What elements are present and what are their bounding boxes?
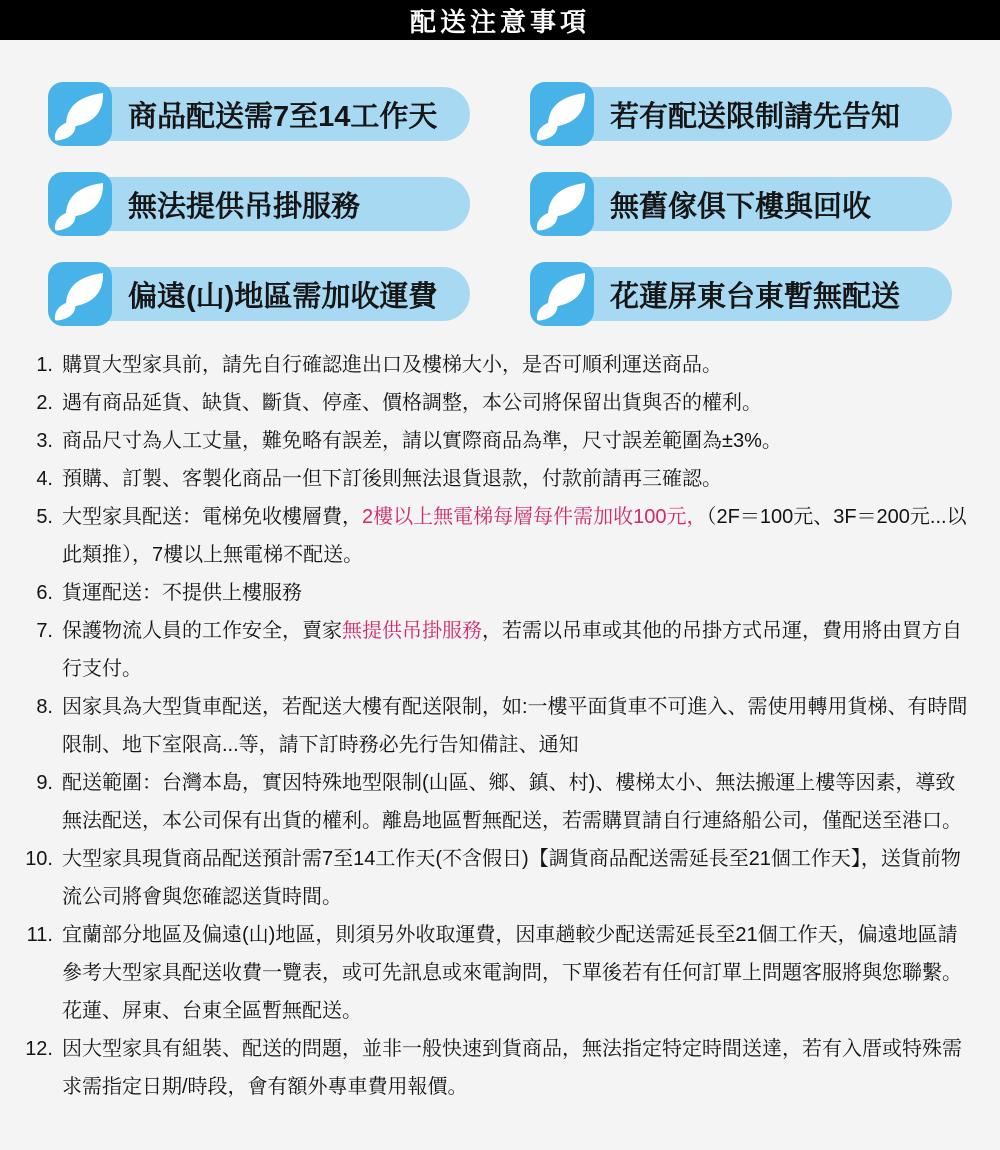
note-item: [22, 574, 975, 612]
note-text-segment: 遇有商品延貨、缺貨、斷貨、停產、價格調整，本公司將保留出貨與否的權利。: [62, 392, 762, 414]
note-text-highlight: 2樓以上無電梯每層每件需加收100元，: [362, 506, 707, 528]
note-text: [62, 460, 975, 498]
leaf-icon: [530, 82, 594, 146]
note-item: [22, 612, 975, 688]
note-item: [22, 460, 975, 498]
note-text: [62, 422, 975, 460]
note-number: 1.: [36, 354, 53, 376]
badge-label: 若有配送限制請先告知: [546, 87, 952, 141]
note-item: [22, 422, 975, 460]
note-text-segment: 因大型家具有組裝、配送的問題，並非一般快速到貨商品，無法指定特定時間送達，若有入厝或特殊需求需指定日期/時段，會有額外專車費用報價。: [62, 1038, 962, 1098]
note-text: [62, 840, 975, 916]
note-number: 3.: [36, 430, 53, 452]
note-text: [62, 346, 975, 384]
leaf-icon: [48, 82, 112, 146]
page-title: 配送注意事項: [409, 6, 590, 37]
badge-label: 無舊傢俱下樓與回收: [546, 177, 952, 231]
note-item: [22, 498, 975, 574]
note-text-segment: 配送範圍：台灣本島，實因特殊地型限制(山區、鄉、鎮、村)、樓梯太小、無法搬運上樓等因素，導致無法配送，本公司保有出貨的權利。離島地區暫無配送，若需購買請自行連絡船公司，僅配送至港口。: [62, 772, 962, 832]
note-item: [22, 384, 975, 422]
note-number: 2.: [36, 392, 53, 414]
note-text-segment: 宜蘭部分地區及偏遠(山)地區，則須另外收取運費，因車趟較少配送需延長至21個工作天，偏遠地區請參考大型家具配送收費一覽表，或可先訊息或來電詢問，下單後若有任何訂單上問題客服將與您聯繫。花蓮、屏東、台東全區暫無配送。: [62, 924, 962, 1022]
note-text-segment: ，若需以吊車或其他的吊掛方式吊運，費用將由買方自行支付。: [62, 620, 962, 680]
badge: [530, 82, 952, 146]
note-number: 10.: [25, 848, 53, 870]
badge-label: 無法提供吊掛服務: [64, 177, 470, 231]
note-text: [62, 498, 975, 574]
badge: [48, 172, 470, 236]
note-item: [22, 688, 975, 764]
badge-label: 花蓮屏東台東暫無配送: [546, 267, 952, 321]
note-text-segment: 因家具為大型貨車配送，若配送大樓有配送限制，如:一樓平面貨車不可進入、需使用轉用貨梯、有時間限制、地下室限高...等，請下訂時務必先行告知備註、通知: [62, 696, 968, 756]
note-number: 7.: [36, 620, 53, 642]
note-item: [22, 840, 975, 916]
badge: [48, 262, 470, 326]
leaf-icon: [48, 262, 112, 326]
note-number: 11.: [26, 924, 53, 946]
note-text: [62, 612, 975, 688]
badge: [48, 82, 470, 146]
note-text: [62, 688, 975, 764]
page-header: [0, 0, 1000, 40]
note-item: [22, 1030, 975, 1106]
note-number: 5.: [36, 506, 53, 528]
badge-label: 商品配送需7至14工作天: [64, 87, 470, 141]
note-item: [22, 346, 975, 384]
note-number: 4.: [36, 468, 53, 490]
note-text-highlight: 無提供吊掛服務: [342, 620, 482, 642]
note-number: 6.: [36, 582, 53, 604]
note-text: [62, 384, 975, 422]
note-text: [62, 574, 975, 612]
note-number: 9.: [36, 772, 53, 794]
note-text: [62, 1030, 975, 1106]
leaf-icon: [530, 172, 594, 236]
note-text-segment: 大型家具現貨商品配送預計需7至14工作天(不含假日)【調貨商品配送需延長至21個工作天】，送貨前物流公司將會與您確認送貨時間。: [62, 848, 961, 908]
note-text: [62, 764, 975, 840]
note-text-segment: （2F＝100元、3F＝200元...以此類推），7樓以上無電梯不配送。: [62, 506, 967, 566]
badge: [530, 262, 952, 326]
badge-label: 偏遠(山)地區需加收運費: [64, 267, 470, 321]
notes-list: [0, 326, 1000, 1106]
leaf-icon: [530, 262, 594, 326]
leaf-icon: [48, 172, 112, 236]
note-item: [22, 764, 975, 840]
badges-grid: [0, 40, 1000, 326]
note-text-segment: 商品尺寸為人工丈量，難免略有誤差，請以實際商品為準，尺寸誤差範圍為±3%。: [62, 430, 782, 452]
note-text-segment: 大型家具配送：電梯免收樓層費，: [62, 506, 362, 528]
note-text-segment: 保護物流人員的工作安全，賣家: [62, 620, 342, 642]
badge: [530, 172, 952, 236]
note-text: [62, 916, 975, 1030]
note-item: [22, 916, 975, 1030]
note-text-segment: 貨運配送：不提供上樓服務: [62, 582, 302, 604]
note-text-segment: 預購、訂製、客製化商品一但下訂後則無法退貨退款，付款前請再三確認。: [62, 468, 722, 490]
note-number: 8.: [36, 696, 53, 718]
note-text-segment: 購買大型家具前，請先自行確認進出口及樓梯大小，是否可順利運送商品。: [62, 354, 722, 376]
note-number: 12.: [25, 1038, 53, 1060]
